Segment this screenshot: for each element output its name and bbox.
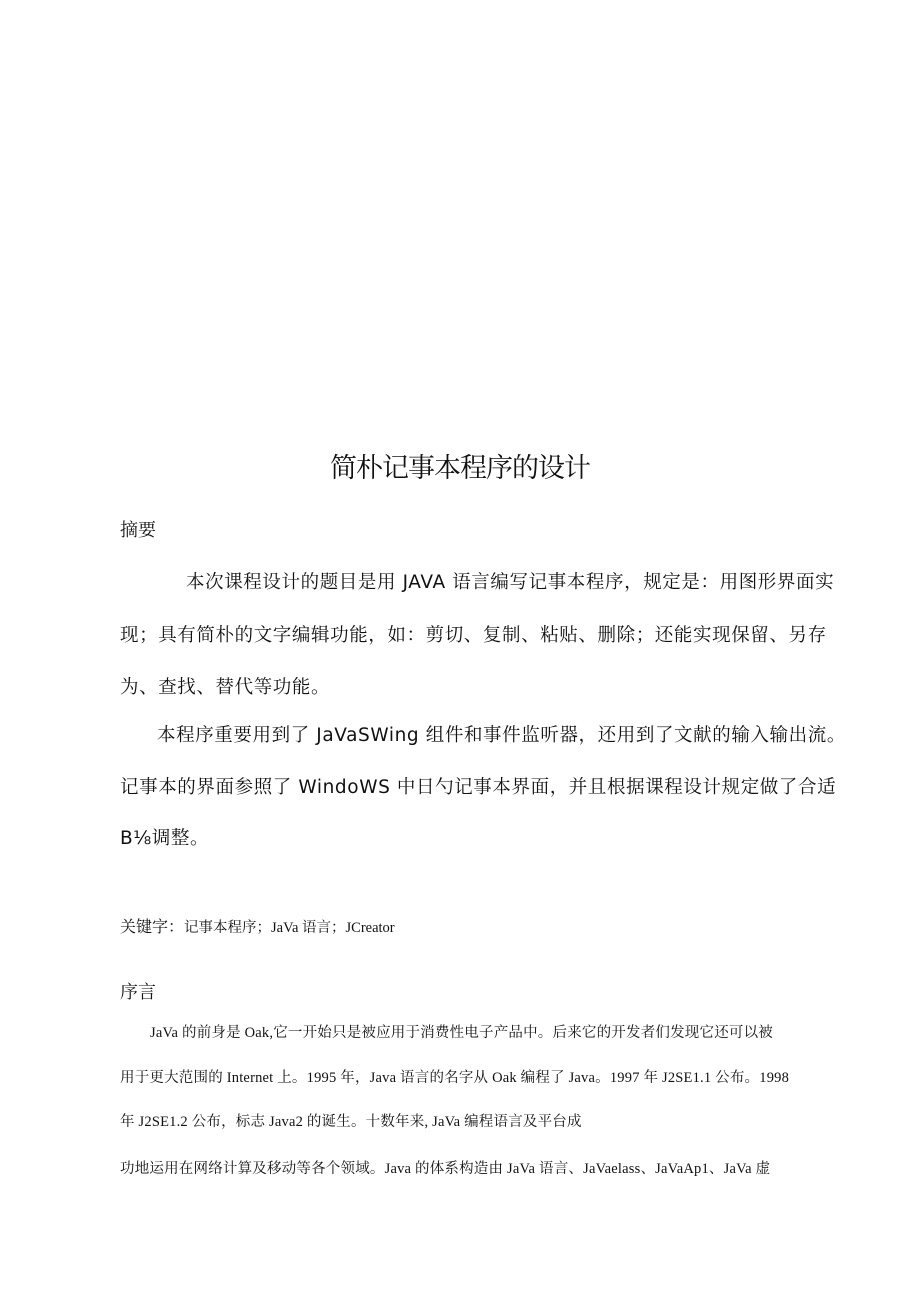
abstract-p1-line1: 本次课程设计的题目是用 JAVA 语言编写记事本程序，规定是：用图形界面实 [186, 572, 835, 593]
abstract-heading: 摘要 [120, 520, 156, 541]
abstract-p1-line2: 现；具有简朴的文字编辑功能，如：剪切、复制、粘贴、删除；还能实现保留、另存 [120, 625, 827, 646]
keywords-text: 记事本程序；JaVa 语言；JCreator [184, 920, 395, 936]
preface-line2: 用于更大范围的 Internet 上。1995 年，Java 语言的名字从 Oak 编程了 Java。1997 年 J2SE1.1 公布。1998 [120, 1070, 790, 1086]
keywords-line [120, 914, 395, 937]
preface-line4: 功地运用在网络计算及移动等各个领域。Java 的体系构造由 JaVa 语言、JaVaelass、JaVaAp1、JaVa 虚 [120, 1161, 771, 1177]
abstract-p1-line3: 为、查找、替代等功能。 [120, 677, 331, 698]
document-title: 简朴记事本程序的设计 [330, 453, 590, 484]
preface-line3: 年 J2SE1.2 公布，标志 Java2 的诞生。十数年来, JaVa 编程语言及平台成 [120, 1114, 582, 1130]
abstract-p2-line1: 本程序重要用到了 JaVaSWing 组件和事件监听器，还用到了文献的输入输出流。 [157, 725, 846, 746]
preface-line1: JaVa 的前身是 Oak,它一开始只是被应用于消费性电子产品中。后来它的开发者们发现它还可以被 [150, 1025, 774, 1041]
keywords-label: 关键字： [120, 917, 185, 936]
preface-heading: 序言 [120, 982, 156, 1003]
abstract-p2-line3: B⅛调整。 [120, 828, 210, 849]
abstract-p2-line2: 记事本的界面参照了 WindoWS 中日勺记事本界面，并且根据课程设计规定做了合适 [120, 777, 837, 798]
